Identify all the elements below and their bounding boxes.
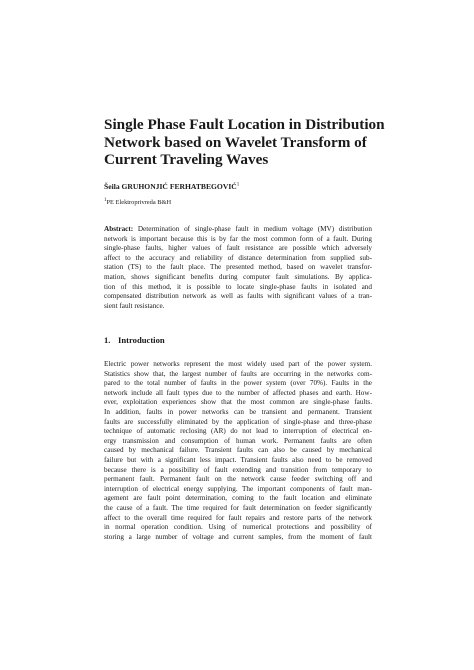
paper-title — [104, 116, 404, 169]
body-line: caused by mechanical failure. Transient faults can also be caused by mechanical — [104, 446, 372, 455]
abstract-line: compensated distribution network as well as faults with significant values of a tran- — [104, 292, 372, 301]
title-line: Single Phase Fault Location in Distribution — [104, 116, 385, 133]
body-line: the cause of a fault. The time required for fault determination on feeder significantly — [104, 503, 372, 512]
body-line: failure but with a significant less impact. Transient faults also need to be removed — [104, 455, 372, 464]
title-line: Current Traveling Waves — [104, 151, 269, 168]
abstract-text: Determination of single-phase fault in medium voltage (MV) distribution — [133, 225, 372, 233]
body-line: faults are successfully eliminated by the application of single-phase and three-phase — [104, 417, 372, 426]
body-line: Statistics show that, the largest number of faults are occurring in the networks com- — [104, 369, 372, 378]
body-text — [104, 360, 372, 542]
author-line — [104, 182, 239, 191]
body-line: pared to the total number of faults in the power system (over 70%). Faults in the — [104, 379, 372, 388]
body-line: technique of automatic reclosing (AR) do not lead to interruption of electrical en- — [104, 427, 372, 436]
affiliation-marker: 1 — [104, 198, 107, 203]
abstract-line: sient fault resistance. — [104, 301, 165, 310]
affiliation — [104, 198, 171, 206]
abstract-line — [104, 225, 372, 235]
title-line: Network based on Wavelet Transform of — [104, 133, 367, 151]
abstract-line: tion of this method, it is possible to locate single-phase faults in isolated and — [104, 282, 372, 291]
body-line: agement are fault point determination, coming to the fault location and eliminate — [104, 494, 372, 503]
author-name: Šeila GRUHONJIĆ FERHATBEGOVIĆ — [104, 182, 237, 191]
body-line: permanent fault. Permanent fault on the network cause feeder switching off and — [104, 475, 372, 484]
section-heading — [104, 335, 165, 345]
abstract-line: network is important because this is by far the most common form of a fault. During — [104, 234, 372, 243]
body-line: because there is a possibility of fault extending and transition from temporary to — [104, 465, 372, 474]
body-line: In addition, faults in power networks can be transient and permanent. Transient — [104, 407, 372, 416]
body-line: ever, exploitation experiences show that the most common are single-phase faults. — [104, 398, 372, 407]
body-line: interruption of electrical energy supplying. The important components of fault man- — [104, 484, 372, 493]
affiliation-text: PE Elektroprivreda B&H — [106, 199, 172, 207]
abstract-line: single-phase faults, higher values of fault resistance are possible which adversely — [104, 244, 372, 253]
abstract-line: station (TS) to the fault place. The presented method, based on wavelet transfor- — [104, 263, 372, 272]
section-title: Introduction — [118, 335, 165, 345]
abstract — [104, 225, 372, 311]
section-number: 1. — [104, 335, 111, 345]
body-line: in normal operation condition. Using of numerical protections and possibility of — [104, 523, 372, 532]
abstract-label: Abstract: — [104, 225, 134, 233]
abstract-line: mation, shows significant benefits during computer fault simulations. By applica- — [104, 272, 372, 281]
body-line: Electric power networks represent the most widely used part of the power system. — [104, 360, 372, 368]
abstract-line: affect to the accuracy and reliability of distance determination from supplied sub- — [104, 253, 372, 262]
body-line: storing a large number of voltage and current samples, from the moment of fault — [104, 532, 372, 541]
body-line: network include all fault types due to the number of affected phases and earth. How- — [104, 388, 372, 397]
author-affiliation-marker: 1 — [236, 182, 240, 188]
body-line: ergy transmission and consumption of human work. Permanent faults are often — [104, 436, 372, 445]
body-line: affect to the overall time required for fault repairs and restore parts of the network — [104, 513, 372, 522]
